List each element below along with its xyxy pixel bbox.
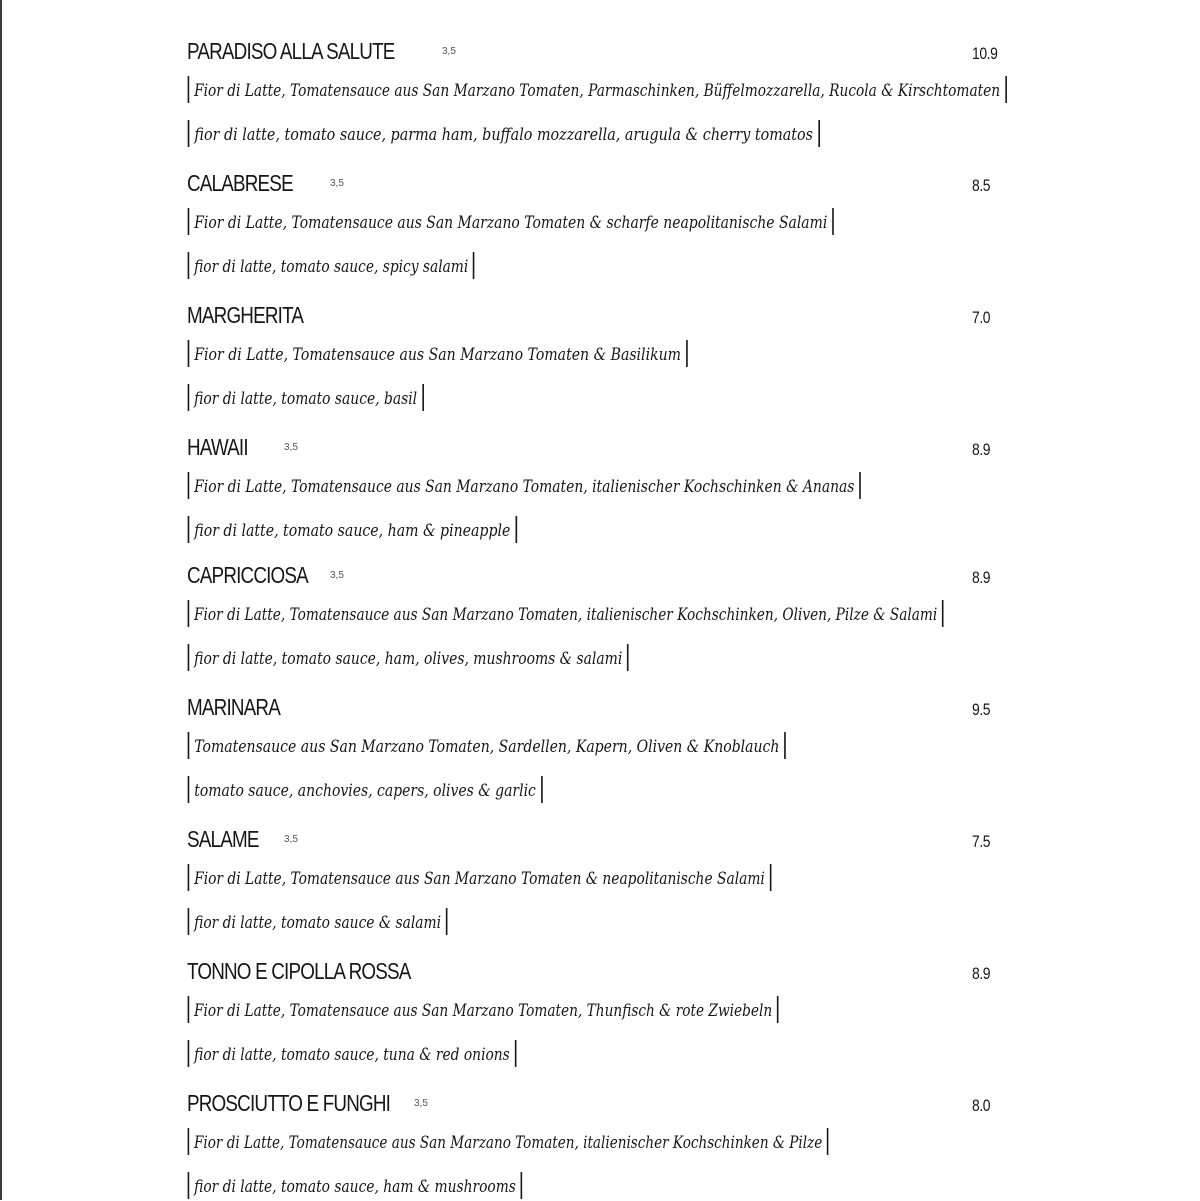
description-text-en: fior di latte, tomato sauce, ham & mushrooms [194, 1177, 516, 1197]
menu-item-name: SALAME [187, 826, 259, 852]
menu-item-name: CAPRICCIOSA [187, 562, 308, 588]
menu-item-hawaii [0, 396, 1200, 541]
separator-bar [188, 1128, 190, 1155]
menu-item-name: MARGHERITA [187, 302, 304, 328]
menu-item-name: PARADISO ALLA SALUTE [187, 38, 395, 64]
menu-item-description-en [186, 1172, 522, 1201]
menu-item-name: CALABRESE [187, 170, 293, 196]
menu-item-description-de [186, 732, 786, 761]
menu-item-description-de [186, 208, 834, 237]
menu-item-calabrese [0, 132, 1200, 277]
menu-item-description-de [186, 996, 779, 1025]
description-text-de: Tomatensauce aus San Marzano Tomaten, Sardellen, Kapern, Oliven & Knoblauch [194, 737, 780, 757]
menu-item-tonno-e-cipolla-rossa [0, 920, 1200, 1065]
menu-item-price: 8.9 [972, 440, 991, 459]
menu-item-description-de [186, 1128, 829, 1157]
description-text-de: Fior di Latte, Tomatensauce aus San Marzano Tomaten, italienischer Kochschinken, Oliven, Pilze & Salami [194, 605, 938, 625]
separator-bar [188, 1172, 190, 1199]
separator-bar [188, 76, 190, 103]
separator-bar [784, 732, 786, 759]
separator-bar [859, 472, 861, 499]
menu-item-description-de [186, 76, 1007, 105]
menu-item-price: 7.5 [972, 832, 991, 851]
menu-item-price: 9.5 [972, 700, 991, 719]
description-text-de: Fior di Latte, Tomatensauce aus San Marzano Tomaten, Parmaschinken, Büffelmozzarella, Rucola & Kirschtomaten [194, 81, 1001, 101]
menu-item-price: 7.0 [972, 308, 991, 327]
menu-item-description-de [186, 864, 771, 893]
separator-bar [188, 340, 190, 367]
description-text-de: Fior di Latte, Tomatensauce aus San Marzano Tomaten & Basilikum [194, 345, 682, 365]
menu-item-note: 3,5 [330, 178, 344, 189]
menu-item-marinara [0, 656, 1200, 801]
menu-item-salame [0, 788, 1200, 933]
separator-bar [188, 600, 190, 627]
menu-item-capricciosa [0, 524, 1200, 669]
menu-item-note: 3,5 [442, 46, 456, 57]
description-text-de: Fior di Latte, Tomatensauce aus San Marzano Tomaten, Thunfisch & rote Zwiebeln [194, 1001, 773, 1021]
description-text-de: Fior di Latte, Tomatensauce aus San Marzano Tomaten & scharfe neapolitanische Salami [194, 213, 828, 233]
description-text-de: Fior di Latte, Tomatensauce aus San Marzano Tomaten & neapolitanische Salami [194, 869, 765, 889]
menu-item-name: PROSCIUTTO E FUNGHI [187, 1090, 391, 1116]
menu-item-name: TONNO E CIPOLLA ROSSA [187, 958, 411, 984]
description-text-en: fior di latte, tomato sauce, parma ham, buffalo mozzarella, arugula & cherry tomatos [194, 125, 814, 145]
separator-bar [777, 996, 779, 1023]
menu-item-paradiso-alla-salute [0, 0, 1200, 145]
description-text-en: fior di latte, tomato sauce, basil [194, 389, 418, 409]
separator-bar [188, 864, 190, 891]
menu-item-description-de [186, 472, 861, 501]
menu-item-name: HAWAII [187, 434, 248, 460]
menu-item-description-de [186, 340, 688, 369]
separator-bar [188, 208, 190, 235]
menu-item-price: 10.9 [972, 44, 998, 63]
separator-bar [521, 1172, 523, 1199]
menu-item-price: 8.9 [972, 964, 991, 983]
separator-bar [770, 864, 772, 891]
separator-bar [188, 732, 190, 759]
description-text-en: fior di latte, tomato sauce, ham & pineapple [194, 521, 511, 541]
separator-bar [686, 340, 688, 367]
menu-item-prosciutto-e-funghi [0, 1052, 1200, 1197]
menu-item-price: 8.0 [972, 1096, 991, 1115]
separator-bar [188, 996, 190, 1023]
description-text-en: tomato sauce, anchovies, capers, olives & garlic [194, 781, 536, 801]
menu-item-price: 8.9 [972, 568, 991, 587]
separator-bar [832, 208, 834, 235]
description-text-de: Fior di Latte, Tomatensauce aus San Marzano Tomaten, italienischer Kochschinken & Pilze [193, 1133, 823, 1153]
menu-item-note: 3,5 [414, 1098, 428, 1109]
menu-item-name: MARINARA [187, 694, 280, 720]
menu-item-description-de [186, 600, 944, 629]
menu-item-price: 8.5 [972, 176, 991, 195]
separator-bar [188, 472, 190, 499]
description-text-en: fior di latte, tomato sauce & salami [194, 913, 442, 933]
separator-bar [1005, 76, 1007, 103]
separator-bar [827, 1128, 829, 1155]
separator-bar [942, 600, 944, 627]
menu-item-note: 3,5 [284, 442, 298, 453]
description-text-de: Fior di Latte, Tomatensauce aus San Marzano Tomaten, italienischer Kochschinken & Ananas [194, 477, 855, 497]
menu-item-note: 3,5 [330, 570, 344, 581]
description-text-en: fior di latte, tomato sauce, tuna & red onions [194, 1045, 510, 1065]
menu-item-margherita [0, 264, 1200, 409]
description-text-en: fior di latte, tomato sauce, ham, olives, mushrooms & salami [194, 649, 623, 669]
description-text-en: fior di latte, tomato sauce, spicy salami [194, 257, 469, 277]
menu-item-note: 3,5 [284, 834, 298, 845]
